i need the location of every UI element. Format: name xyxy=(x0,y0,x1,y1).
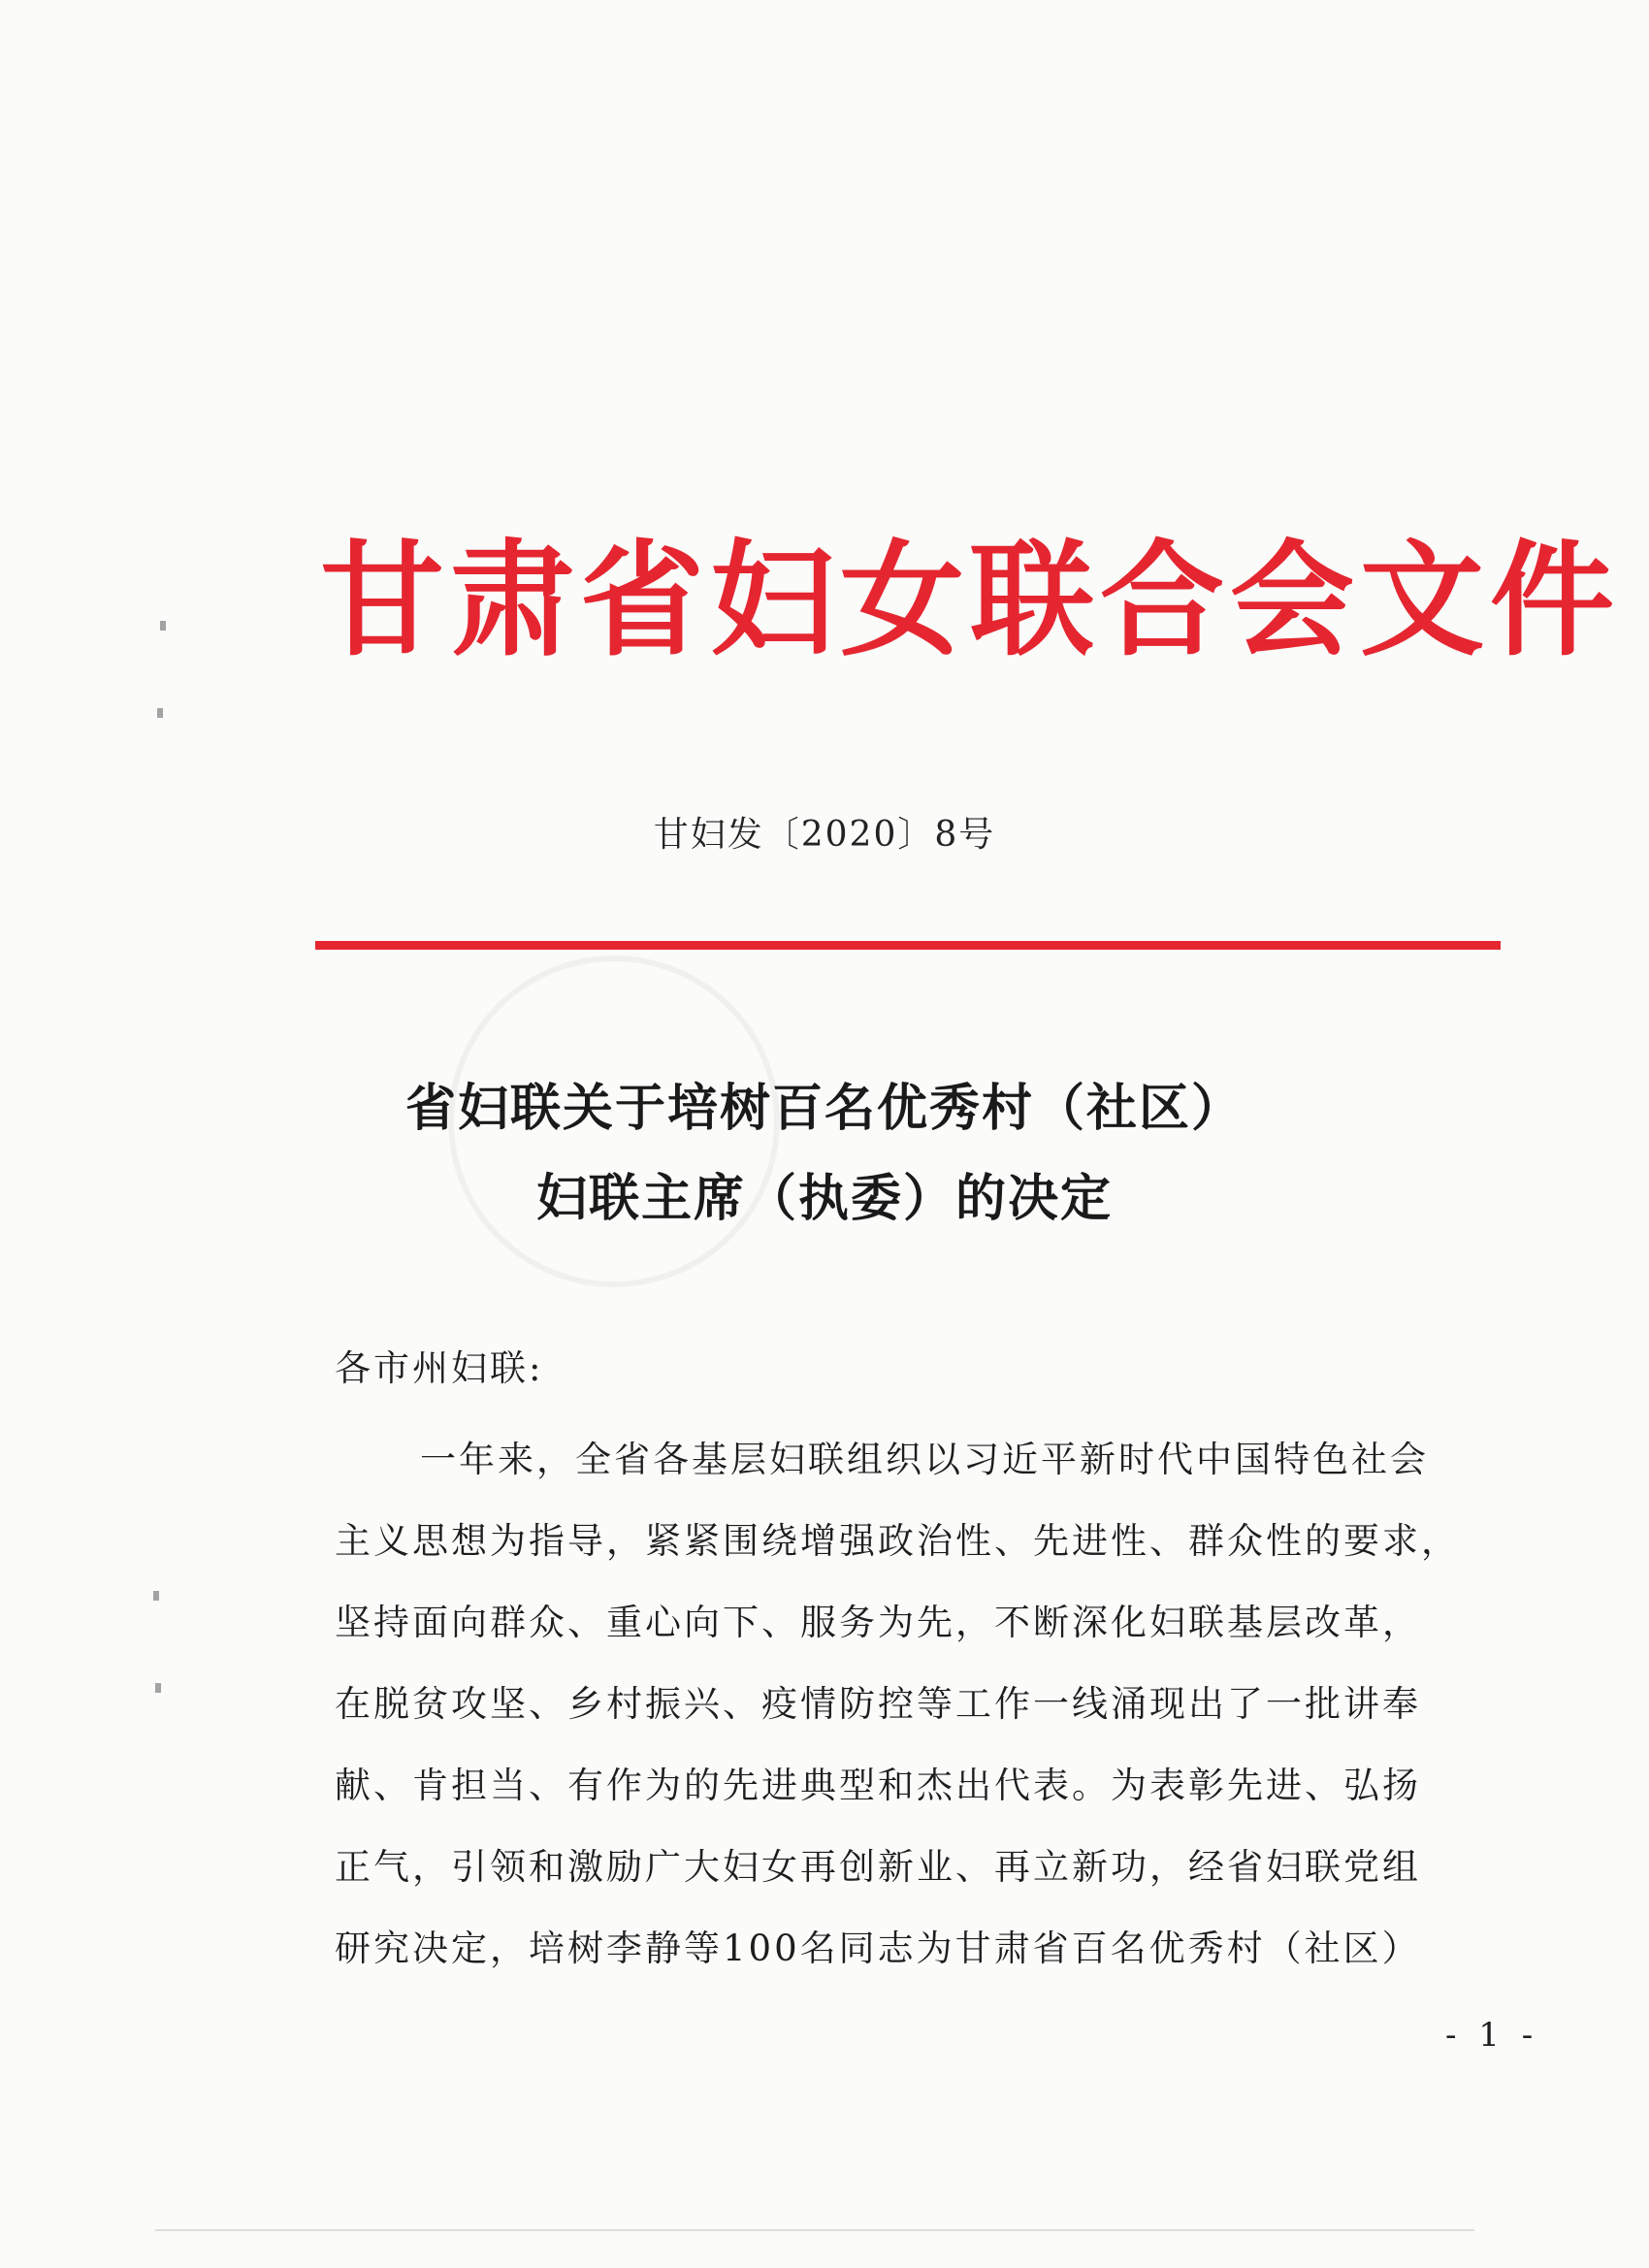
body-line: 正气，引领和激励广大妇女再创新业、再立新功，经省妇联党组 xyxy=(335,1846,1421,1888)
document-title-line-2: 妇联主席（执委）的决定 xyxy=(535,1169,1113,1228)
scan-speck xyxy=(155,1683,161,1693)
body-line: 研究决定，培树李静等100名同志为甘肃省百名优秀村（社区） xyxy=(335,1928,1421,1969)
issuer-banner: 甘肃省妇女联合会文件 xyxy=(320,528,1621,673)
body-line: 坚持面向群众、重心向下、服务为先，不断深化妇联基层改革， xyxy=(335,1602,1421,1643)
document-number: 甘妇发〔2020〕8号 xyxy=(653,815,996,855)
body-line: 在脱贫攻坚、乡村振兴、疫情防控等工作一线涌现出了一批讲奉 xyxy=(335,1683,1421,1725)
body-paragraph xyxy=(335,1419,1542,1990)
scan-speck xyxy=(157,708,163,718)
document-title-line-1: 省妇联关于培树百名优秀村（社区） xyxy=(404,1079,1244,1138)
body-line: 献、肯担当、有作为的先进典型和杰出代表。为表彰先进、弘扬 xyxy=(335,1765,1421,1806)
red-divider-line xyxy=(315,941,1501,950)
body-line: 主义思想为指导，紧紧围绕增强政治性、先进性、群众性的要求， xyxy=(335,1520,1460,1562)
scan-speck xyxy=(153,1591,159,1601)
scan-bottom-edge xyxy=(155,2229,1474,2231)
page-number: - 1 - xyxy=(1445,2016,1539,2055)
salutation: 各市州妇联: xyxy=(335,1347,544,1389)
scan-speck xyxy=(160,621,166,631)
body-line: 一年来，全省各基层妇联组织以习近平新时代中国特色社会 xyxy=(420,1439,1429,1480)
